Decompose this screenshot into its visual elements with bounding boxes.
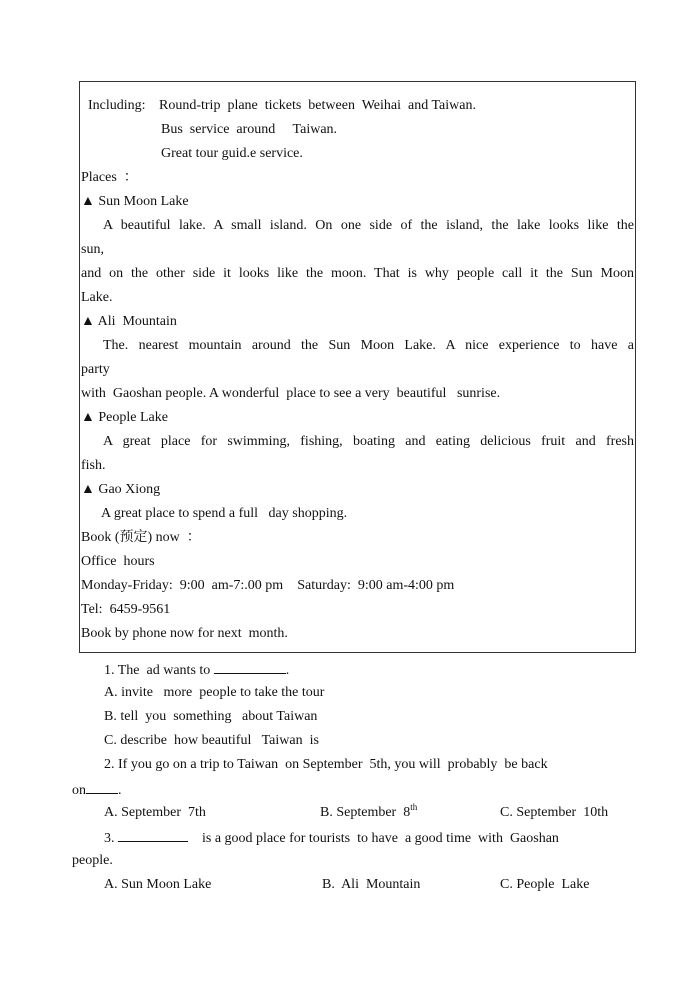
place-name: ▲ Sun Moon Lake [81, 194, 189, 209]
including-item: Bus service around Taiwan. [161, 122, 338, 137]
question-3-option-c: C. People Lake [500, 877, 590, 892]
office-hours-text: Monday-Friday: 9:00 am-7:.00 pm Saturday: 9:00 am-4:00 pm [81, 578, 455, 593]
telephone-text: Tel: 6459-9561 [81, 602, 171, 617]
question-2-option-a: A. September 7th [104, 805, 206, 820]
question-1-stem: 1. The ad wants to . [104, 659, 289, 681]
question-3-option-a: A. Sun Moon Lake [104, 877, 212, 892]
answer-blank [86, 779, 118, 794]
including-item: Round-trip plane tickets between Weihai and Taiwan. [159, 98, 476, 113]
question-3-option-b: B. Ali Mountain [322, 877, 421, 892]
question-1-option-b: B. tell you something about Taiwan [104, 709, 318, 724]
question-3-stem-continued: people. [72, 853, 113, 868]
question-2-option-c: C. September 10th [500, 805, 609, 820]
place-description: fish. [81, 458, 106, 473]
place-name: ▲ Gao Xiong [81, 482, 161, 497]
place-description: A great place for swimming, fishing, boating and eating delicious fruit and fresh [103, 434, 634, 449]
place-description: with Gaoshan people. A wonderful place to see a very beautiful sunrise. [81, 386, 501, 401]
question-2-option-b: B. September 8th [320, 802, 418, 820]
place-description: sun, [81, 242, 104, 257]
place-name: ▲ Ali Mountain [81, 314, 177, 329]
place-description: The. nearest mountain around the Sun Moon Lake. A nice experience to have a [103, 338, 634, 353]
book-by-phone-text: Book by phone now for next month. [81, 626, 288, 641]
place-description: A great place to spend a full day shopping. [101, 506, 348, 521]
including-label: Including: [88, 98, 146, 113]
book-label: Book (预定) now ： [81, 530, 201, 545]
answer-blank [214, 659, 286, 674]
question-3-stem: 3. is a good place for tourists to have a good time with Gaoshan [104, 827, 559, 849]
office-hours-label: Office hours [81, 554, 155, 569]
places-label: Places ： [81, 170, 138, 185]
question-1-option-c: C. describe how beautiful Taiwan is [104, 733, 319, 748]
question-1-option-a: A. invite more people to take the tour [104, 685, 325, 700]
place-description: Lake. [81, 290, 113, 305]
place-description: A beautiful lake. A small island. On one side of the island, the lake looks like the [103, 218, 634, 233]
advertisement-box [79, 81, 636, 653]
answer-blank [118, 827, 188, 842]
including-item: Great tour guid.e service. [161, 146, 303, 161]
question-2-stem-continued: on . [72, 779, 122, 801]
place-description: and on the other side it looks like the moon. That is why people call it the Sun Moon [81, 266, 634, 281]
question-2-stem: 2. If you go on a trip to Taiwan on September 5th, you will probably be back [104, 757, 548, 772]
place-description: party [81, 362, 110, 377]
place-name: ▲ People Lake [81, 410, 168, 425]
